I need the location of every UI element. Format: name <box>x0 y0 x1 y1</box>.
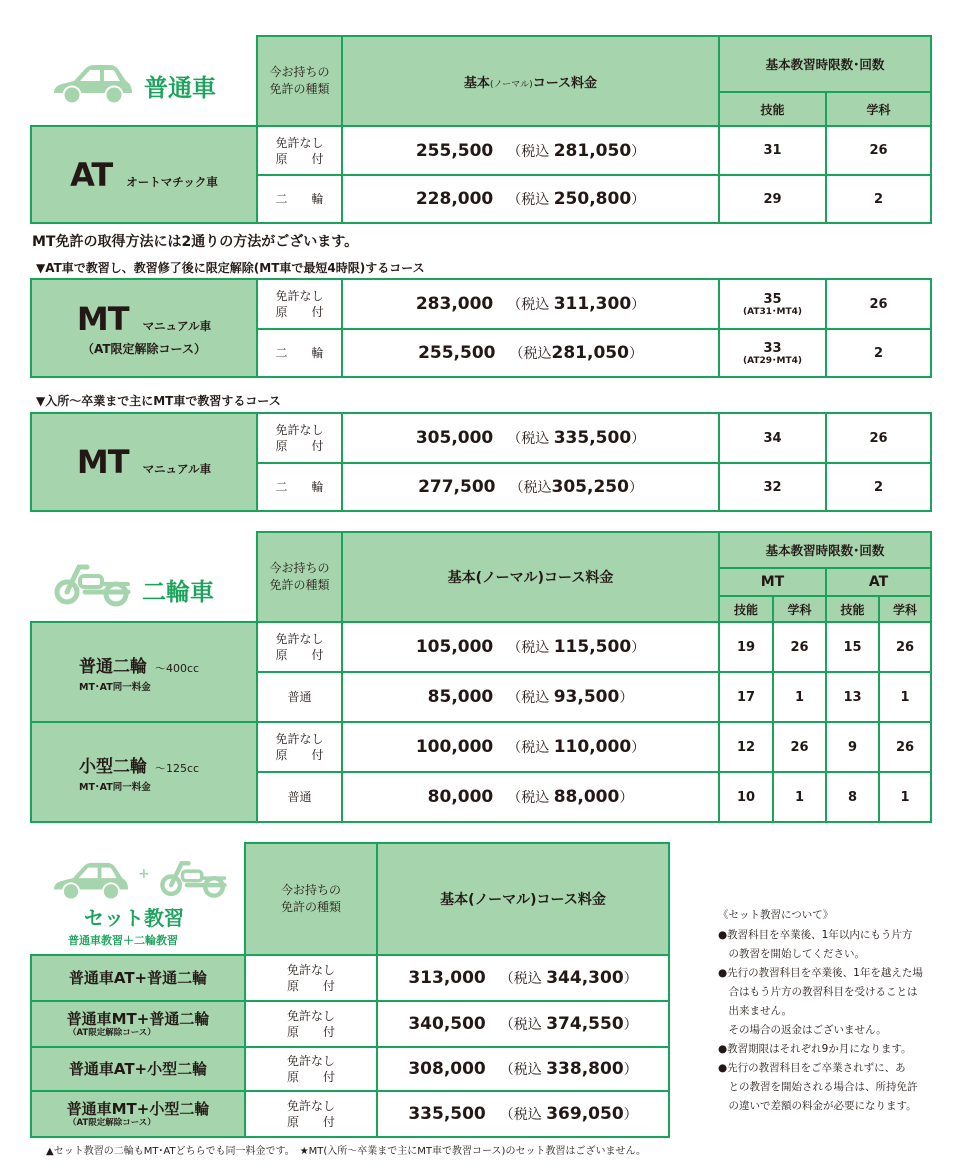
header-line: 今お持ちの <box>280 883 341 897</box>
license-cell <box>257 463 342 511</box>
license-cell <box>257 672 342 722</box>
mt-theory-count: 1 <box>773 772 826 822</box>
at-theory-count: 26 <box>879 622 931 672</box>
tax-label: （税込 <box>499 1062 547 1078</box>
tax-close: ） <box>623 971 638 987</box>
fee-header-rest: コース料金 <box>532 75 598 91</box>
header-line: 今お持ちの <box>269 65 330 79</box>
theory-count: 26 <box>826 279 931 329</box>
fee-header <box>342 36 719 126</box>
group-label: 小型二輪 <box>79 756 147 777</box>
license-line: 免許なし <box>286 1099 335 1113</box>
skill-count: 29 <box>719 175 826 223</box>
about-line: その場合の返金はございません。 <box>718 1024 887 1036</box>
header-line: 今お持ちの <box>269 561 330 575</box>
license-line: 原 付 <box>275 151 324 166</box>
blank-cell <box>31 843 245 955</box>
license-type-header <box>245 843 377 955</box>
fee-header: 基本(ノーマル)コース料金 <box>377 843 669 955</box>
tax-label: （税込 <box>509 346 552 362</box>
fee-header-text: 基本 <box>463 75 490 91</box>
skill-count: 35 <box>763 291 782 307</box>
at-skill-count: 13 <box>826 672 879 722</box>
price: 80,000 <box>427 787 494 807</box>
price-cell <box>377 1001 669 1047</box>
tax-close: ） <box>623 1062 638 1078</box>
about-line: ●教習期限はそれぞれ9か月になります。 <box>718 1043 912 1055</box>
header-line: 免許の種類 <box>269 82 330 96</box>
theory-count: 26 <box>826 413 931 463</box>
price-cell <box>342 413 719 463</box>
set-about <box>718 906 958 1116</box>
license-line: 原 付 <box>275 748 324 762</box>
license-line: 二 輪 <box>275 346 324 360</box>
license-line: 原 付 <box>286 979 335 993</box>
about-line: との教習を開始される場合は、所持免許 <box>718 1081 918 1093</box>
mt-sublabel: マニュアル車 <box>142 462 212 476</box>
about-line: ●先行の教習科目を卒業後、1年を越えた場 <box>718 967 923 979</box>
mt-label: MT <box>76 443 129 481</box>
mt-skill-count: 12 <box>719 722 773 772</box>
skill-count: 32 <box>719 463 826 511</box>
mt-header: MT <box>719 568 826 596</box>
license-cell <box>257 126 342 175</box>
price: 228,000 <box>415 189 494 209</box>
price: 100,000 <box>415 737 494 757</box>
group-cc: ～400cc <box>155 661 200 675</box>
group-label: 普通二輪 <box>79 656 147 677</box>
tax-price: 374,550 <box>546 1014 624 1034</box>
table-row <box>31 622 931 672</box>
theory-header: 学科 <box>826 92 931 126</box>
at-theory-count: 1 <box>879 672 931 722</box>
header-line: 免許の種類 <box>269 578 330 592</box>
table-row <box>31 126 931 175</box>
license-line: 普通 <box>287 690 312 704</box>
price: 255,500 <box>418 343 496 363</box>
price-cell <box>342 329 719 377</box>
license-line: 原 付 <box>275 648 324 662</box>
mt2-label-cell <box>31 413 257 511</box>
mt-intro: MT免許の取得方法には2通りの方法がございます。 <box>32 234 359 250</box>
tax-label: （税込 <box>507 690 554 706</box>
license-line: 免許なし <box>275 423 324 437</box>
tax-price: 338,800 <box>546 1059 624 1079</box>
nirin-table <box>30 531 932 823</box>
license-line: 二 輪 <box>275 480 324 494</box>
set-subtitle: 普通車教習＋二輪教習 <box>68 934 178 947</box>
mt-skill-count: 19 <box>719 622 773 672</box>
price: 340,500 <box>408 1014 486 1034</box>
course-note: （AT限定解除コース） <box>68 1027 156 1038</box>
table-row <box>31 1047 669 1091</box>
course-note: （AT限定解除コース） <box>68 1117 156 1128</box>
set-title: セット教習 <box>84 906 184 930</box>
price: 308,000 <box>408 1059 486 1079</box>
price: 305,000 <box>415 428 494 448</box>
skill-breakdown: (AT31･MT4) <box>742 306 802 317</box>
price: 85,000 <box>427 687 494 707</box>
tax-price: 110,000 <box>553 737 632 757</box>
price-cell <box>342 772 719 822</box>
license-line: 免許なし <box>275 135 324 150</box>
mt-theory-count: 26 <box>773 622 826 672</box>
license-line: 免許なし <box>286 1054 335 1068</box>
fee-header-small: (ノーマル) <box>489 79 533 90</box>
tax-label: （税込 <box>499 1017 547 1033</box>
price-cell <box>342 463 719 511</box>
price: 105,000 <box>415 637 494 657</box>
license-line: 免許なし <box>275 732 324 746</box>
license-line: 免許なし <box>286 1009 335 1023</box>
header-line: 免許の種類 <box>280 900 341 914</box>
mt-skill-count: 17 <box>719 672 773 722</box>
price-cell <box>342 722 719 772</box>
about-item <box>718 1059 958 1116</box>
skill-header: 技能 <box>719 92 826 126</box>
about-line: 出来ません。 <box>718 1005 793 1017</box>
skill-breakdown: (AT29･MT4) <box>742 355 802 366</box>
price: 335,500 <box>408 1104 486 1124</box>
price: 313,000 <box>408 968 486 988</box>
tax-close: ） <box>631 143 646 160</box>
tax-close: ） <box>631 431 646 447</box>
license-line: 原 付 <box>286 1070 335 1084</box>
about-line: の違いで差額の料金が必要になります。 <box>718 1100 917 1112</box>
tax-price: 115,500 <box>553 637 632 657</box>
license-cell <box>257 772 342 822</box>
course-name: 普通車AT+小型二輪 <box>68 1059 208 1078</box>
theory-count: 2 <box>826 175 931 223</box>
about-line: ●教習科目を卒業後、1年以内にもう片方 <box>718 929 913 941</box>
skill-count: 34 <box>719 413 826 463</box>
tax-label: （税込 <box>507 640 554 656</box>
at-label-cell <box>31 126 257 223</box>
at-skill-count: 9 <box>826 722 879 772</box>
set-course-label <box>31 1047 245 1091</box>
table-row <box>31 413 931 463</box>
set-course-label <box>31 955 245 1001</box>
license-type-header <box>257 532 342 622</box>
tax-price: 305,250 <box>551 477 629 497</box>
price-cell <box>377 1047 669 1091</box>
price-cell <box>342 622 719 672</box>
theory-count: 2 <box>826 329 931 377</box>
license-cell <box>257 622 342 672</box>
about-item <box>718 964 958 1040</box>
mt2-caption: ▼入所～卒業まで主にMT車で教習するコース <box>36 394 281 408</box>
theory-count: 26 <box>826 126 931 175</box>
about-line: ●先行の教習科目をご卒業されずに、あ <box>718 1062 906 1074</box>
tax-close: ） <box>631 740 646 756</box>
set-course-label <box>31 1001 245 1047</box>
at-skill-count: 8 <box>826 772 879 822</box>
skill-count: 31 <box>719 126 826 175</box>
license-line: 原 付 <box>275 305 324 319</box>
mt1-caption: ▼AT車で教習し、教習修了後に限定解除(MT車で最短4時限)するコース <box>36 261 425 275</box>
theory-count: 2 <box>826 463 931 511</box>
price: 255,500 <box>415 140 494 161</box>
tax-close: ） <box>623 1107 638 1123</box>
hours-header: 基本教習時限数･回数 <box>719 532 931 568</box>
at-theory-header: 学科 <box>879 596 931 622</box>
set-footnote: ▲セット教習の二輪もMT･ATどちらでも同一料金です。 ★MT(入所～卒業まで主にMT車で教習コース)のセット教習はございません。 <box>46 1146 647 1157</box>
mt-theory-header: 学科 <box>773 596 826 622</box>
table-row <box>31 722 931 772</box>
blank-cell <box>31 532 257 622</box>
futsu-nirin-label-cell <box>31 622 257 722</box>
price-cell <box>342 175 719 223</box>
mt-theory-count: 1 <box>773 672 826 722</box>
about-line: の教習を開始してください。 <box>718 948 865 960</box>
mt-skill-header: 技能 <box>719 596 773 622</box>
license-line: 原 付 <box>275 439 324 453</box>
license-cell <box>257 279 342 329</box>
license-line: 普通 <box>287 790 312 804</box>
tax-price: 250,800 <box>553 189 632 209</box>
tax-price: 281,050 <box>553 140 632 161</box>
tax-price: 369,050 <box>546 1104 624 1124</box>
tax-price: 281,050 <box>551 343 629 363</box>
kogata-nirin-label-cell <box>31 722 257 822</box>
license-line: 免許なし <box>286 963 335 977</box>
futsu-title: 普通車 <box>144 74 216 102</box>
mt-theory-count: 26 <box>773 722 826 772</box>
table-row <box>31 279 931 329</box>
table-row <box>31 1091 669 1137</box>
set-about-title: 《セット教習について》 <box>718 909 834 921</box>
at-sublabel: オートマチック車 <box>126 174 218 189</box>
course-name: 普通車MT+小型二輪 <box>66 1099 210 1118</box>
at-header: AT <box>826 568 931 596</box>
about-line: 合はもう片方の教習科目を受けることは <box>718 986 918 998</box>
course-name: 普通車MT+普通二輪 <box>66 1009 210 1028</box>
at-skill-count: 15 <box>826 622 879 672</box>
set-table <box>30 842 670 1138</box>
course-name: 普通車AT+普通二輪 <box>68 968 208 987</box>
tax-label: （税込 <box>509 480 552 496</box>
tax-close: ） <box>623 1017 638 1033</box>
tax-close: ） <box>628 346 643 362</box>
license-line: 免許なし <box>275 632 324 646</box>
futsu-mt1-table <box>30 278 932 378</box>
tax-close: ） <box>619 790 634 806</box>
license-line: 二 輪 <box>275 192 324 206</box>
license-line: 免許なし <box>275 289 324 303</box>
price-cell <box>342 672 719 722</box>
hours-header: 基本教習時限数･回数 <box>719 36 931 92</box>
tax-close: ） <box>631 192 646 208</box>
tax-close: ） <box>619 690 634 706</box>
blank-cell <box>31 36 257 126</box>
tax-label: （税込 <box>507 143 554 160</box>
table-row <box>31 955 669 1001</box>
license-cell <box>257 175 342 223</box>
skill-count: 33 <box>763 340 782 356</box>
plus-sign: + <box>138 866 150 882</box>
license-line: 原 付 <box>286 1115 335 1129</box>
futsu-at-table <box>30 35 932 224</box>
skill-count-cell <box>719 329 826 377</box>
mt1-note: （AT限定解除コース） <box>82 341 206 356</box>
license-cell <box>245 1047 377 1091</box>
mt-sublabel: マニュアル車 <box>142 318 212 333</box>
nirin-title: 二輪車 <box>142 578 214 606</box>
price: 283,000 <box>415 294 494 314</box>
tax-label: （税込 <box>499 971 547 987</box>
at-theory-count: 26 <box>879 722 931 772</box>
at-label: AT <box>70 155 113 194</box>
skill-count-cell <box>719 279 826 329</box>
license-cell <box>245 955 377 1001</box>
tax-price: 88,000 <box>553 787 620 807</box>
license-cell <box>245 1001 377 1047</box>
tax-label: （税込 <box>507 431 554 447</box>
group-cc: ～125cc <box>155 761 200 775</box>
price: 277,500 <box>418 477 496 497</box>
fee-header: 基本(ノーマル)コース料金 <box>342 532 719 622</box>
license-cell <box>257 329 342 377</box>
tax-price: 335,500 <box>553 428 632 448</box>
tax-label: （税込 <box>507 297 554 313</box>
license-line: 原 付 <box>286 1025 335 1039</box>
tax-price: 93,500 <box>553 687 620 707</box>
at-skill-header: 技能 <box>826 596 879 622</box>
tax-close: ） <box>631 640 646 656</box>
about-item <box>718 926 958 964</box>
tax-label: （税込 <box>507 192 554 208</box>
tax-label: （税込 <box>499 1107 547 1123</box>
group-note: MT･AT同一料金 <box>79 781 151 793</box>
mt-skill-count: 10 <box>719 772 773 822</box>
price-cell <box>377 955 669 1001</box>
license-cell <box>257 722 342 772</box>
license-cell <box>245 1091 377 1137</box>
set-course-label <box>31 1091 245 1137</box>
tax-price: 344,300 <box>546 968 624 988</box>
group-note: MT･AT同一料金 <box>79 681 151 693</box>
tax-close: ） <box>628 480 643 496</box>
futsu-mt2-table <box>30 412 932 512</box>
price-cell <box>342 126 719 175</box>
mt-label: MT <box>76 299 129 338</box>
mt1-label-cell <box>31 279 257 377</box>
about-item <box>718 1040 958 1059</box>
price-cell <box>342 279 719 329</box>
price-cell <box>377 1091 669 1137</box>
table-row <box>31 1001 669 1047</box>
tax-price: 311,300 <box>553 294 632 314</box>
at-theory-count: 1 <box>879 772 931 822</box>
tax-close: ） <box>631 297 646 313</box>
tax-label: （税込 <box>507 740 554 756</box>
license-type-header <box>257 36 342 126</box>
license-cell <box>257 413 342 463</box>
tax-label: （税込 <box>507 790 554 806</box>
